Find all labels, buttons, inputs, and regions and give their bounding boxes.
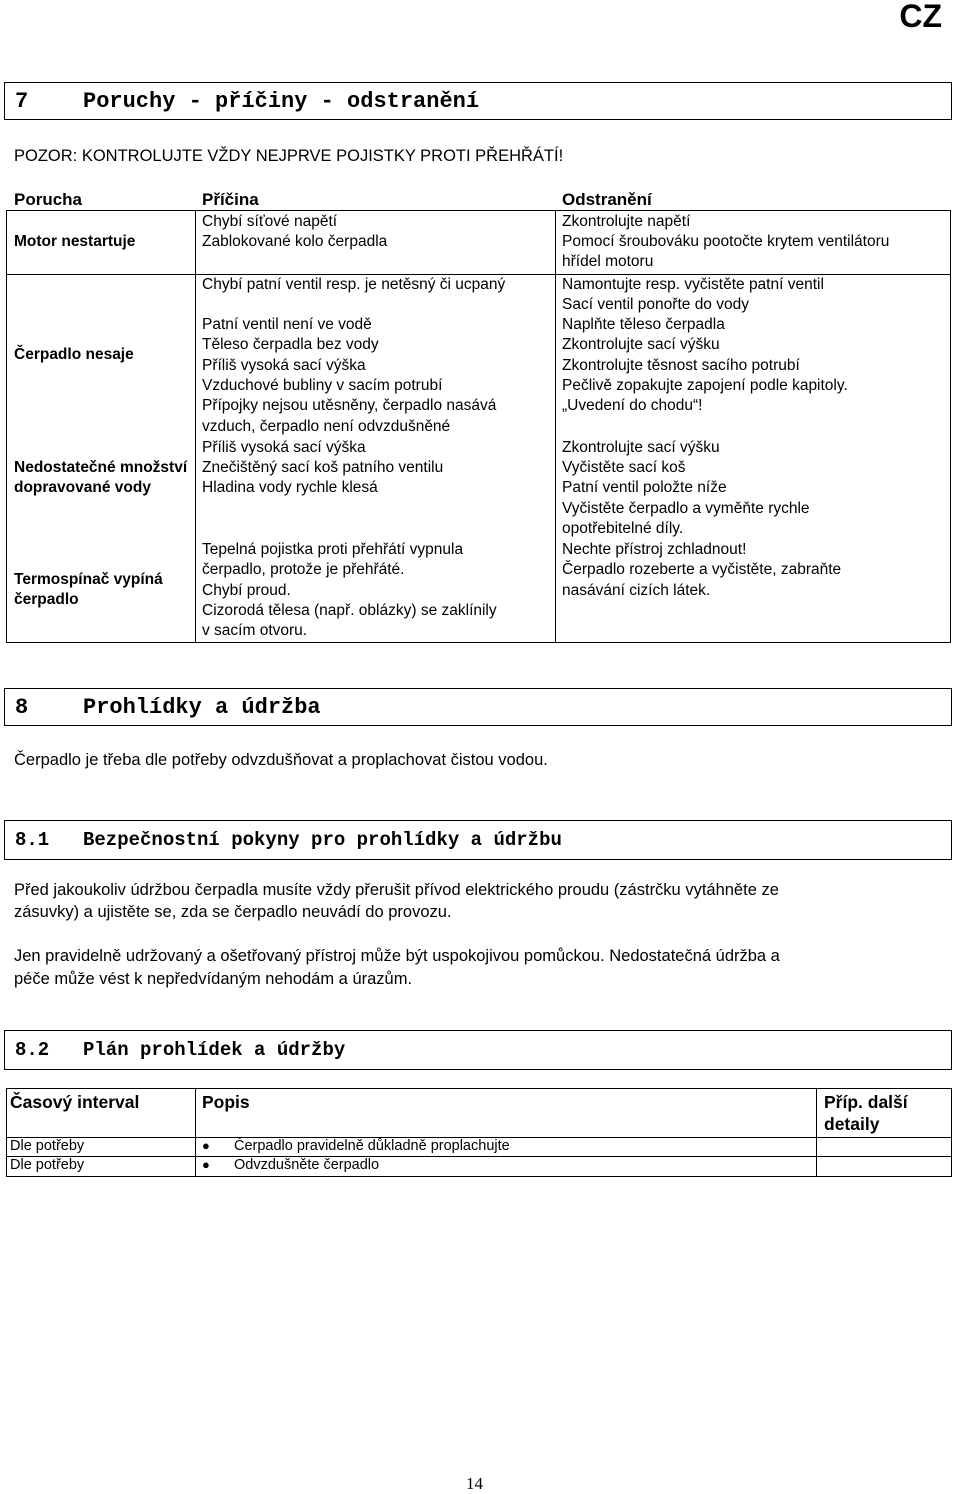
plan-cell-description: Odvzdušněte čerpadlo: [234, 1157, 380, 1173]
plan-header-details: detaily: [824, 1114, 880, 1134]
remedy-line: Naplňte těleso čerpadla: [562, 316, 725, 333]
section-8-2-heading: [4, 1030, 952, 1070]
cause-line: Chybí síťové napětí: [202, 213, 338, 230]
remedy-line: hřídel motoru: [562, 253, 654, 270]
troubleshooting-table: [6, 188, 951, 643]
section-8-2-title: Plán prohlídek a údržby: [83, 1039, 346, 1061]
remedy-line: Vyčistěte sací koš: [562, 459, 686, 476]
plan-header-description: Popis: [202, 1092, 250, 1112]
cause-line: Vzduchové bubliny v sacím potrubí: [202, 377, 443, 394]
remedy-line: „Uvedení do chodu“!: [562, 397, 703, 414]
section-8-title: Prohlídky a údržba: [83, 694, 321, 720]
section-8-number: 8: [15, 694, 29, 720]
remedy-line: Nechte přístroj zchladnout!: [562, 541, 747, 558]
section-8-1-number: 8.1: [15, 829, 50, 851]
plan-header-details: Příp. další: [824, 1092, 908, 1112]
cause-line: vzduch, čerpadlo není odvzdušněné: [202, 418, 451, 435]
header-fault: Porucha: [14, 190, 83, 209]
remedy-line: Zkontrolujte sací výšku: [562, 336, 720, 353]
fault-motor: Motor nestartuje: [14, 233, 136, 250]
cause-line: v sacím otvoru.: [202, 622, 308, 639]
cause-line: Cizorodá tělesa (např. oblázky) se zaklínily: [202, 602, 497, 619]
cause-line: Hladina vody rychle klesá: [202, 479, 378, 496]
cause-line: Tepelná pojistka proti přehřátí vypnula: [202, 541, 464, 558]
plan-divider-1: [195, 1088, 196, 1177]
paragraph-line: Před jakoukoliv údržbou čerpadla musíte vždy přerušit přívod elektrického proudu (zástrčku vytáhněte ze: [14, 881, 779, 899]
plan-header-interval: Časový interval: [10, 1092, 140, 1112]
plan-border-right: [951, 1088, 952, 1177]
plan-border-bottom: [6, 1176, 952, 1177]
section-7-title: Poruchy - příčiny - odstranění: [83, 88, 480, 114]
cause-line: Příliš vysoká sací výška: [202, 439, 366, 456]
warning-text: POZOR: KONTROLUJTE VŽDY NEJPRVE POJISTKY PROTI PŘEHŘÁTÍ!: [14, 147, 564, 165]
header-cause: Příčina: [202, 190, 259, 209]
remedy-line: Zkontrolujte napětí: [562, 213, 691, 230]
section-8-heading: [4, 688, 952, 726]
section-8-1-title: Bezpečnostní pokyny pro prohlídky a údržbu: [83, 829, 562, 851]
fault-no-suction: Čerpadlo nesaje: [14, 346, 134, 363]
remedy-line: Pečlivě zopakujte zapojení podle kapitoly.: [562, 377, 848, 394]
bullet-icon: ●: [202, 1157, 210, 1172]
header-remedy: Odstranění: [562, 190, 652, 209]
plan-cell-description: Čerpadlo pravidelně důkladně proplachujte: [234, 1138, 510, 1154]
table-bottom-line: [6, 642, 951, 643]
cause-line: Zablokované kolo čerpadla: [202, 233, 388, 250]
fault-thermal-switch: Termospínač vypíná čerpadlo: [14, 571, 163, 608]
bullet-icon: ●: [202, 1138, 210, 1153]
cause-line: Těleso čerpadla bez vody: [202, 336, 379, 353]
remedy-line: Čerpadlo rozeberte a vyčistěte, zabraňte: [562, 561, 842, 578]
cause-line: Příliš vysoká sací výška: [202, 357, 366, 374]
cause-line: Chybí patní ventil resp. je netěsný či ucpaný: [202, 276, 506, 293]
remedy-line: Zkontrolujte sací výšku: [562, 439, 720, 456]
cause-line: Chybí proud.: [202, 582, 291, 599]
cause-line: Znečištěný sací koš patního ventilu: [202, 459, 444, 476]
section-7-number: 7: [15, 88, 29, 114]
plan-row-line: [6, 1156, 952, 1157]
fault-low-flow: Nedostatečné množství dopravované vody: [14, 459, 188, 496]
table-header-line: [6, 210, 951, 211]
section-7-heading: [4, 82, 952, 120]
remedy-line: Patní ventil položte níže: [562, 479, 727, 496]
remedy-line: opotřebitelné díly.: [562, 520, 684, 537]
plan-divider-2: [816, 1088, 817, 1177]
language-code: CZ: [899, 0, 942, 34]
paragraph-line: Jen pravidelně udržovaný a ošetřovaný přístroj může být uspokojivou pomůckou. Nedostatečná údržba a: [14, 947, 780, 965]
section-8-1-heading: [4, 820, 952, 860]
page-number: 14: [466, 1474, 483, 1493]
paragraph-line: péče může vést k nepředvídaným nehodám a úrazům.: [14, 970, 413, 988]
maintenance-plan-table: [6, 1088, 952, 1177]
cause-line: Patní ventil není ve vodě: [202, 316, 372, 333]
remedy-line: Sací ventil ponořte do vody: [562, 296, 749, 313]
remedy-line: Zkontrolujte těsnost sacího potrubí: [562, 357, 800, 374]
plan-border-top: [6, 1088, 952, 1089]
remedy-line: Namontujte resp. vyčistěte patní ventil: [562, 276, 824, 293]
section-8-2-number: 8.2: [15, 1039, 50, 1061]
plan-cell-interval: Dle potřeby: [10, 1157, 85, 1173]
remedy-line: Pomocí šroubováku pootočte krytem ventilátoru: [562, 233, 890, 250]
plan-border-left: [6, 1088, 7, 1177]
cause-line: čerpadlo, protože je přehřáté.: [202, 561, 405, 578]
plan-cell-interval: Dle potřeby: [10, 1138, 85, 1154]
paragraph-line: zásuvky) a ujistěte se, zda se čerpadlo neuvádí do provozu.: [14, 903, 452, 921]
cause-line: Přípojky nejsou utěsněny, čerpadlo nasává: [202, 397, 497, 414]
section-8-text: Čerpadlo je třeba dle potřeby odvzdušňovat a proplachovat čistou vodou.: [14, 751, 548, 769]
remedy-line: nasávání cizích látek.: [562, 582, 711, 599]
remedy-line: Vyčistěte čerpadlo a vyměňte rychle: [562, 500, 810, 517]
